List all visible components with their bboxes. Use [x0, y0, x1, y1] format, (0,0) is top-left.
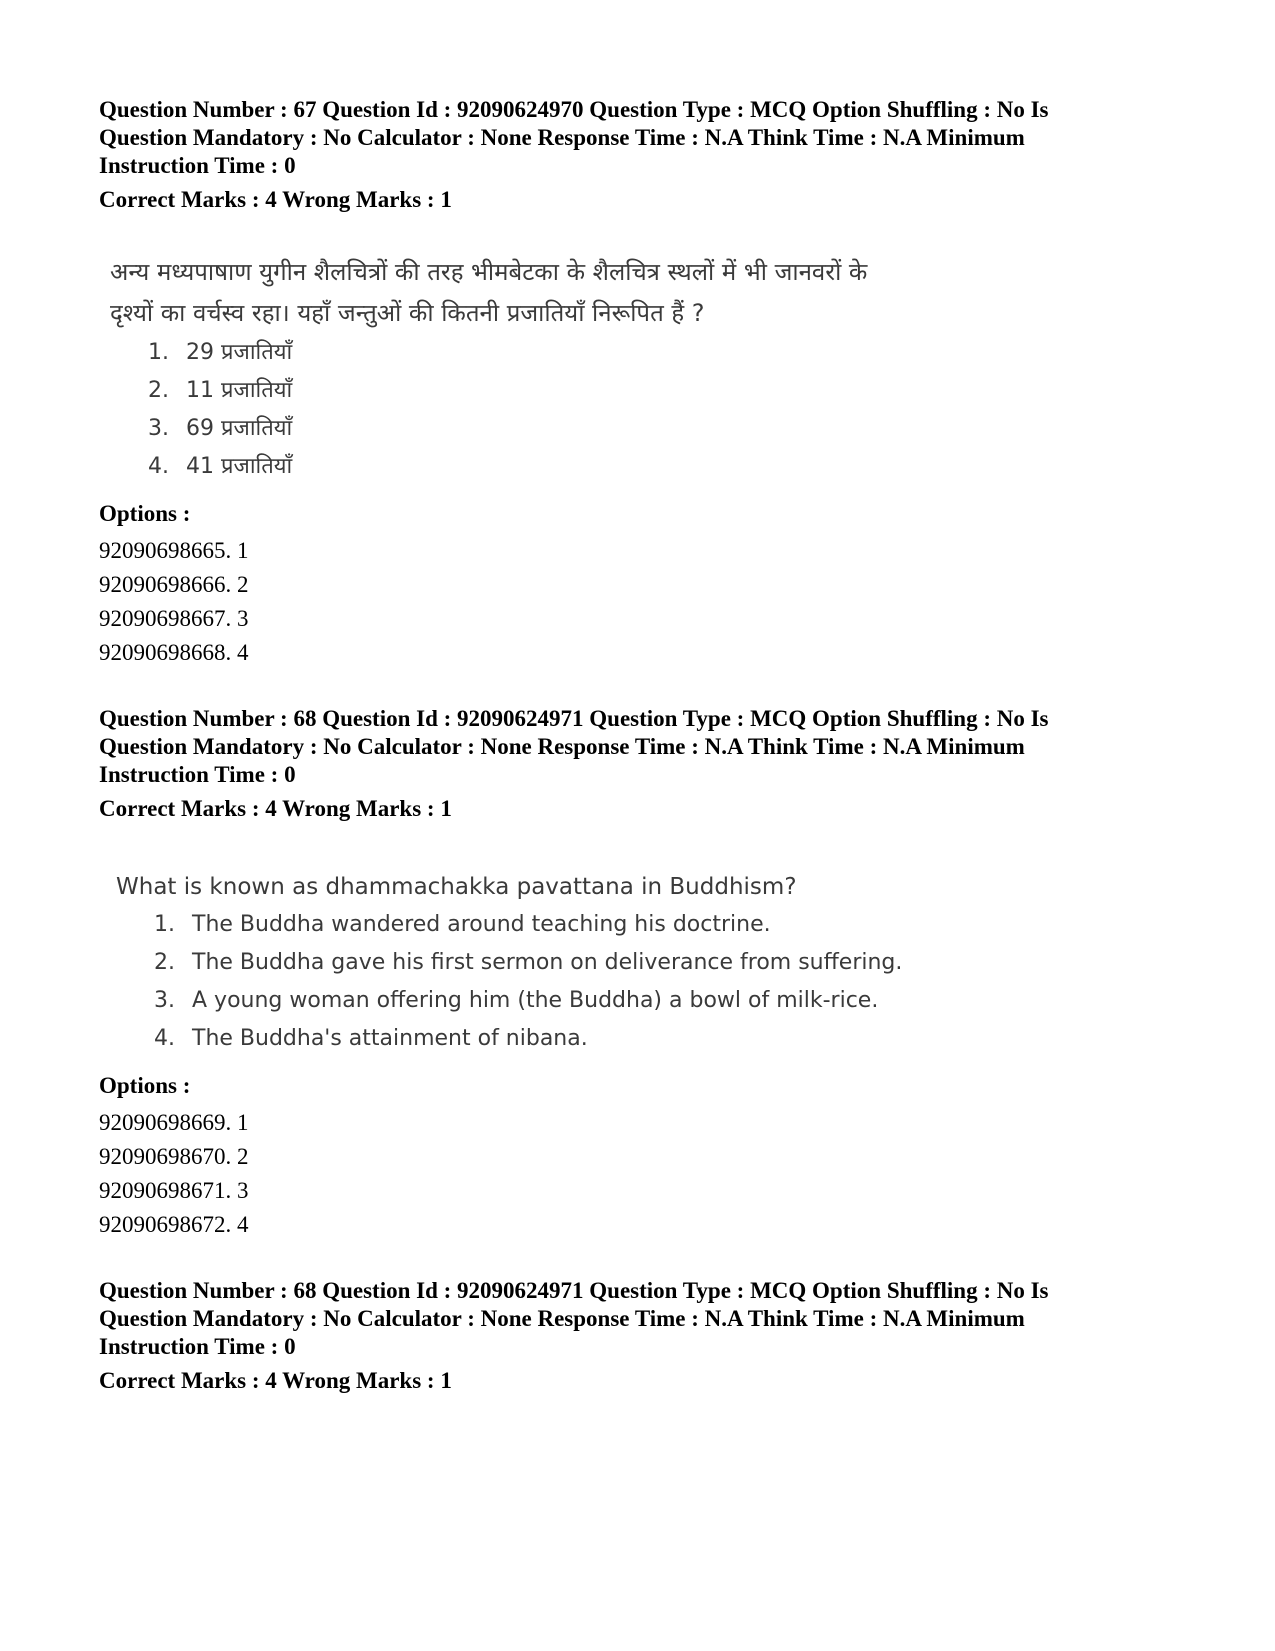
options-label: Options :: [99, 501, 191, 526]
question-meta-line: Question Mandatory : No Calculator : None Response Time : N.A Think Time : N.A Minimum: [99, 734, 1025, 759]
question-meta-line: Instruction Time : 0: [99, 1334, 296, 1359]
option-row: 92090698666. 2: [99, 572, 249, 597]
choice-number: 2.: [148, 378, 169, 403]
option-row: 92090698665. 1: [99, 538, 249, 563]
choice-item: [116, 1020, 902, 1058]
choice-text: 41 प्रजातियाँ: [186, 454, 293, 479]
option-row: 92090698671. 3: [99, 1178, 249, 1203]
options-label: Options :: [99, 1073, 191, 1098]
option-row: 92090698668. 4: [99, 640, 249, 665]
question-body: [110, 252, 867, 486]
choice-item: [110, 410, 867, 448]
choice-text: The Buddha wandered around teaching his doctrine.: [192, 912, 771, 937]
option-row: 92090698672. 4: [99, 1212, 249, 1237]
options-block: [99, 500, 1179, 670]
choice-text: 11 प्रजातियाँ: [186, 378, 293, 403]
choice-number: 3.: [148, 416, 169, 441]
question-header: [99, 96, 1179, 214]
question-meta-line: Question Mandatory : No Calculator : None Response Time : N.A Think Time : N.A Minimum: [99, 125, 1025, 150]
choice-text: The Buddha's attainment of nibana.: [192, 1026, 588, 1051]
choice-list: [110, 334, 867, 486]
choice-number: 1.: [154, 912, 175, 937]
option-row: 92090698667. 3: [99, 606, 249, 631]
choice-number: 1.: [148, 340, 169, 365]
choice-text: A young woman offering him (the Buddha) a bowl of milk-rice.: [192, 988, 879, 1013]
question-text: What is known as dhammachakka pavattana in Buddhism?: [116, 874, 797, 900]
marks-line: Correct Marks : 4 Wrong Marks : 1: [99, 796, 452, 821]
question-header: [99, 1277, 1179, 1395]
marks-line: Correct Marks : 4 Wrong Marks : 1: [99, 187, 452, 212]
choice-text: The Buddha gave his first sermon on deliverance from suffering.: [192, 950, 903, 975]
choice-text: 29 प्रजातियाँ: [186, 340, 293, 365]
choice-number: 2.: [154, 950, 175, 975]
question-meta-line: Question Number : 67 Question Id : 92090624970 Question Type : MCQ Option Shuffling : No Is: [99, 97, 1049, 122]
question-body: [116, 868, 902, 1058]
question-meta-line: Instruction Time : 0: [99, 762, 296, 787]
choice-item: [110, 448, 867, 486]
question-meta-line: Instruction Time : 0: [99, 153, 296, 178]
choice-item: [110, 372, 867, 410]
choice-item: [110, 334, 867, 372]
choice-item: [116, 906, 902, 944]
question-meta-line: Question Mandatory : No Calculator : None Response Time : N.A Think Time : N.A Minimum: [99, 1306, 1025, 1331]
question-meta-line: Question Number : 68 Question Id : 92090624971 Question Type : MCQ Option Shuffling : No Is: [99, 1278, 1049, 1303]
option-row: 92090698670. 2: [99, 1144, 249, 1169]
choice-item: [116, 982, 902, 1020]
question-header: [99, 705, 1179, 823]
choice-number: 3.: [154, 988, 175, 1013]
choice-number: 4.: [148, 454, 169, 479]
choice-list: [116, 906, 902, 1058]
options-block: [99, 1072, 1179, 1242]
choice-text: 69 प्रजातियाँ: [186, 416, 293, 441]
choice-number: 4.: [154, 1026, 175, 1051]
question-text: दृश्यों का वर्चस्व रहा। यहाँ जन्तुओं की कितनी प्रजातियाँ निरूपित हैं ?: [110, 299, 705, 327]
option-row: 92090698669. 1: [99, 1110, 249, 1135]
question-meta-line: Question Number : 68 Question Id : 92090624971 Question Type : MCQ Option Shuffling : No Is: [99, 706, 1049, 731]
marks-line: Correct Marks : 4 Wrong Marks : 1: [99, 1368, 452, 1393]
choice-item: [116, 944, 902, 982]
question-text: अन्य मध्यपाषाण युगीन शैलचित्रों की तरह भीमबेटका के शैलचित्र स्थलों में भी जानवरों के: [110, 258, 868, 286]
